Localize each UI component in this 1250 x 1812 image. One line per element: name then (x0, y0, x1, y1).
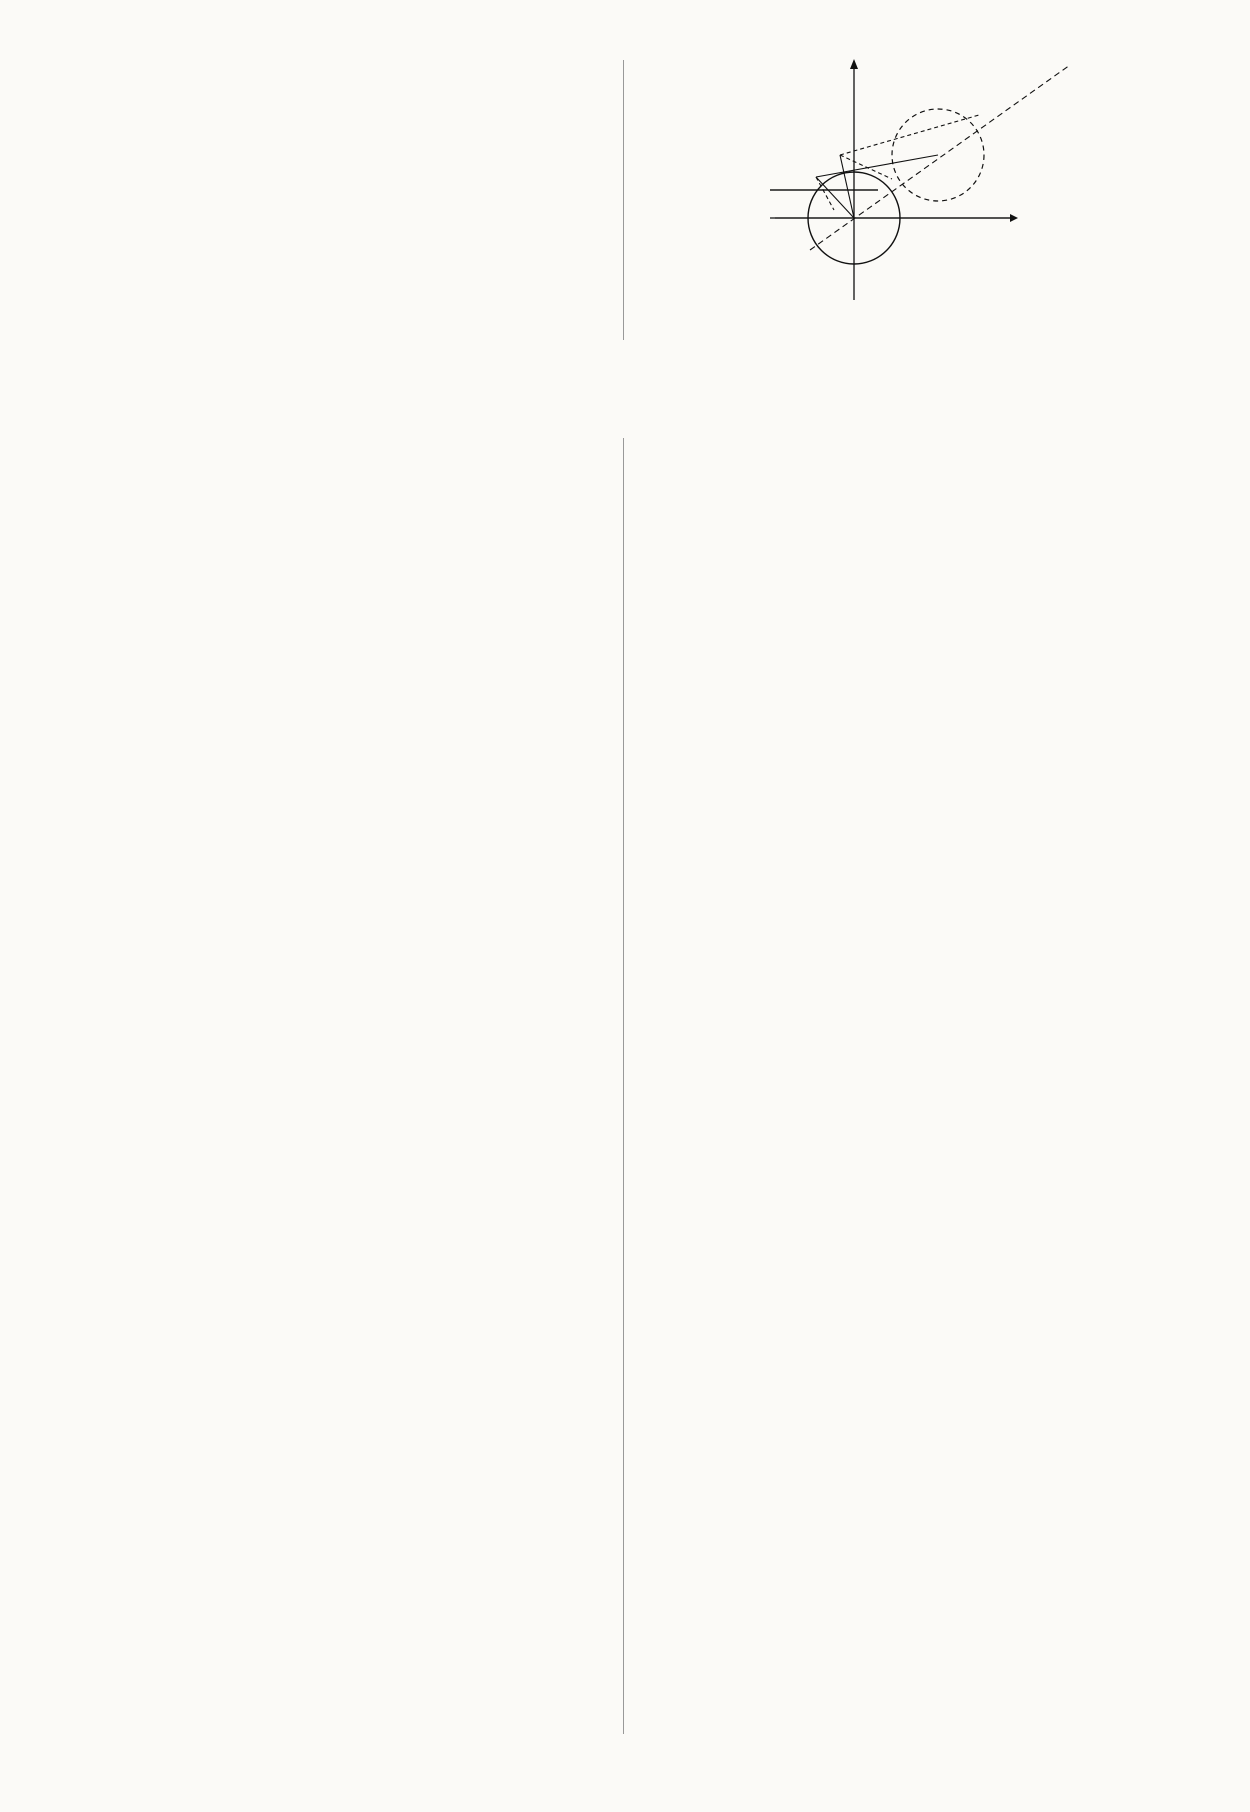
geometry-figure-3 (770, 55, 1100, 315)
triangle-flow-figure (395, 925, 620, 1110)
column-divider-top (623, 60, 624, 340)
left-column (70, 434, 610, 440)
right-column (637, 440, 1197, 448)
column-divider (623, 438, 624, 1734)
